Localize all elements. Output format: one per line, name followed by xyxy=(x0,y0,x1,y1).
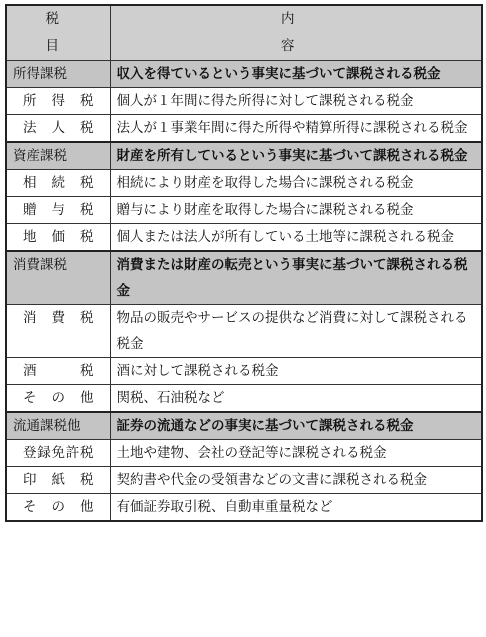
category-name: 資産課税 xyxy=(6,142,110,170)
tax-description: 酒に対して課税される税金 xyxy=(110,358,482,385)
tax-description: 契約書や代金の受領書などの文書に課税される税金 xyxy=(110,467,482,494)
tax-name: 酒税 xyxy=(6,358,110,385)
table-row xyxy=(6,358,482,385)
category-name: 流通課税他 xyxy=(6,412,110,440)
tax-description: 個人または法人が所有している土地等に課税される税金 xyxy=(110,224,482,252)
tax-description: 関税、石油税など xyxy=(110,385,482,413)
tax-name: 登録免許税 xyxy=(6,440,110,467)
category-description: 消費または財産の転売という事実に基づいて課税される税金 xyxy=(110,251,482,305)
category-description: 収入を得ているという事実に基づいて課税される税金 xyxy=(110,61,482,88)
header-row xyxy=(6,5,482,61)
category-row xyxy=(6,251,482,305)
tax-description: 贈与により財産を取得した場合に課税される税金 xyxy=(110,197,482,224)
tax-name: 消費税 xyxy=(6,305,110,358)
tax-name: その他 xyxy=(6,494,110,522)
tax-name: 法人税 xyxy=(6,115,110,143)
category-name: 消費課税 xyxy=(6,251,110,305)
category-description: 証券の流通などの事実に基づいて課税される税金 xyxy=(110,412,482,440)
table-row xyxy=(6,88,482,115)
tax-name: 印紙税 xyxy=(6,467,110,494)
table-row xyxy=(6,305,482,358)
tax-description: 相続により財産を取得した場合に課税される税金 xyxy=(110,170,482,197)
tax-table-container xyxy=(5,4,481,522)
header-content: 内 容 xyxy=(110,5,482,61)
category-row xyxy=(6,142,482,170)
tax-description: 土地や建物、会社の登記等に課税される税金 xyxy=(110,440,482,467)
category-name: 所得課税 xyxy=(6,61,110,88)
tax-description: 法人が１事業年間に得た所得や精算所得に課税される税金 xyxy=(110,115,482,143)
tax-description: 有価証券取引税、自動車重量税など xyxy=(110,494,482,522)
table-row xyxy=(6,440,482,467)
category-description: 財産を所有しているという事実に基づいて課税される税金 xyxy=(110,142,482,170)
table-row xyxy=(6,115,482,143)
category-row xyxy=(6,412,482,440)
tax-description: 物品の販売やサービスの提供など消費に対して課税される税金 xyxy=(110,305,482,358)
tax-name: 相続税 xyxy=(6,170,110,197)
table-body xyxy=(6,61,482,522)
table-row xyxy=(6,170,482,197)
tax-name: その他 xyxy=(6,385,110,413)
table-row xyxy=(6,385,482,413)
table-row xyxy=(6,494,482,522)
tax-name: 贈与税 xyxy=(6,197,110,224)
tax-name: 所得税 xyxy=(6,88,110,115)
category-row xyxy=(6,61,482,88)
tax-table xyxy=(5,4,483,522)
tax-name: 地価税 xyxy=(6,224,110,252)
table-row xyxy=(6,224,482,252)
header-tax-item: 税 目 xyxy=(6,5,110,61)
table-row xyxy=(6,197,482,224)
table-row xyxy=(6,467,482,494)
tax-description: 個人が１年間に得た所得に対して課税される税金 xyxy=(110,88,482,115)
